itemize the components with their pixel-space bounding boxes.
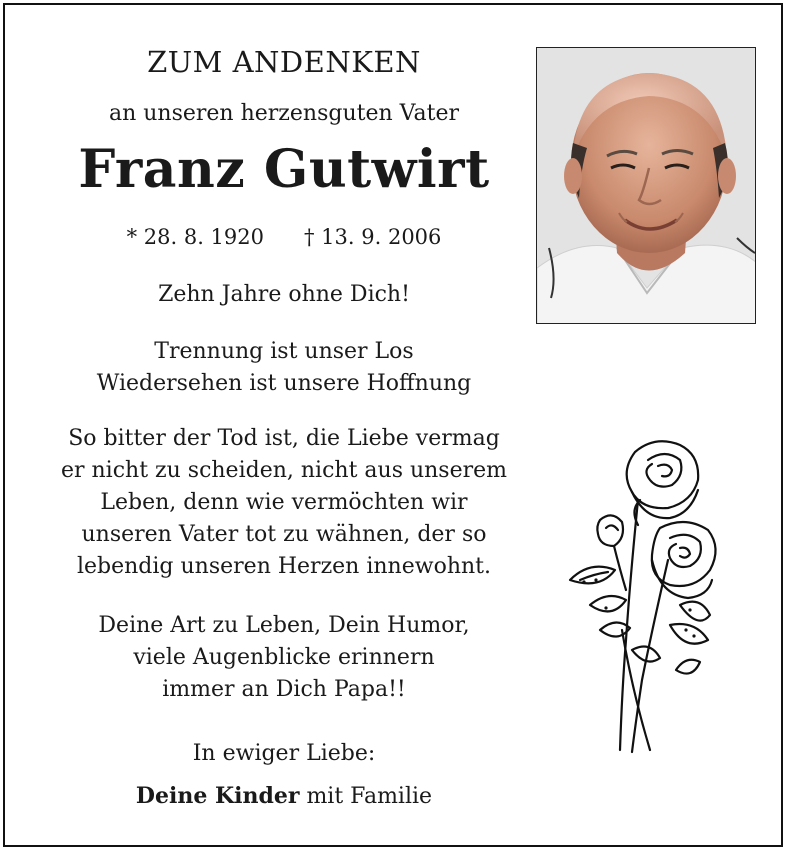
heading: ZUM ANDENKEN (147, 45, 421, 79)
verse-2 (10, 423, 558, 583)
portrait-icon (537, 48, 756, 324)
verse-3 (10, 610, 558, 706)
portrait-photo (536, 47, 756, 324)
anniversary-text: Zehn Jahre ohne Dich! (158, 282, 410, 307)
signature (10, 783, 558, 809)
signature-bold: Deine Kinder (135, 783, 300, 809)
verse-line: unseren Vater tot zu wähnen, der so (81, 522, 487, 547)
verse-line: Wiedersehen ist unsere Hoffnung (96, 371, 472, 396)
deceased-name: Franz Gutwirt (78, 139, 490, 200)
signature-rest: mit Familie (299, 784, 433, 809)
rose-icon (560, 430, 730, 760)
verse-line: lebendig unseren Herzen innewohnt. (76, 554, 491, 579)
verse-line: viele Augenblicke erinnern (133, 645, 435, 670)
closing-text: In ewiger Liebe: (192, 741, 376, 766)
birth-date: * 28. 8. 1920 (126, 225, 264, 249)
verse-line: er nicht zu scheiden, nicht aus unserem (60, 458, 508, 483)
verse-line: Deine Art zu Leben, Dein Humor, (98, 613, 470, 638)
verse-line: Leben, denn wie vermöchten wir (100, 490, 468, 515)
verse-line: Trennung ist unser Los (154, 339, 414, 364)
death-date: † 13. 9. 2006 (304, 225, 442, 249)
verse-line: So bitter der Tod ist, die Liebe vermag (68, 426, 500, 451)
verse-1 (10, 336, 558, 400)
dedication: an unseren herzensguten Vater (108, 101, 460, 126)
verse-line: immer an Dich Papa!! (162, 677, 406, 702)
life-dates (10, 225, 558, 249)
